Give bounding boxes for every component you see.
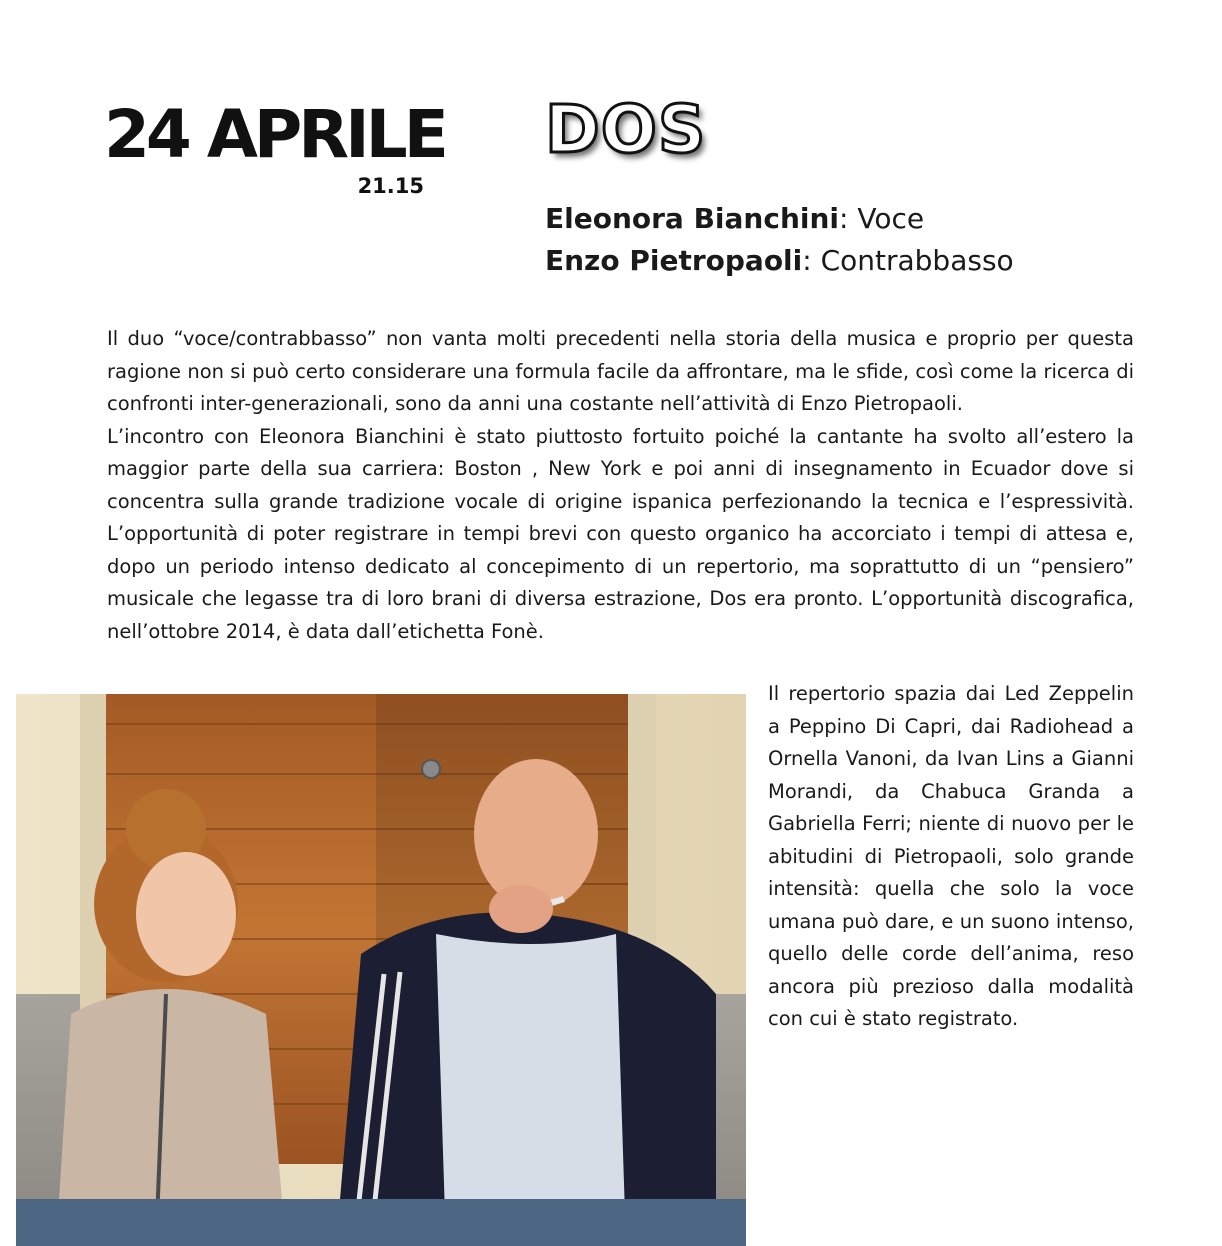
credit-role: : Contrabbasso bbox=[802, 244, 1014, 277]
paragraph: L’incontro con Eleonora Bianchini è stato piuttosto fortuito poiché la cantante ha svolto all’estero la maggior parte della sua carriera: Boston , New York e poi anni di insegnamento in Ecuador dove si concentra sulla grande tradizione vocale di origine ispanica perfezionando la tecnica e l’espressività. L’opportunità di poter registrare in tempi brevi con questo organico ha accorciato i tempi di attesa e, dopo un periodo intenso dedicato al concepimento di un repertorio, ma soprattutto di un “pensiero” musicale che legasse tra di loro brani di diversa estrazione, Dos era pronto. L’opportunità discografica, nell’ottobre 2014, è data dall’etichetta Fonè. bbox=[107, 424, 1134, 643]
event-title: DOS bbox=[545, 91, 707, 168]
duo-photo bbox=[16, 694, 746, 1246]
credit-name: Enzo Pietropaoli bbox=[545, 244, 803, 277]
side-paragraph: Il repertorio spazia dai Led Zeppelin a Peppino Di Capri, dai Radiohead a Ornella Vanoni, da Ivan Lins a Gianni Morandi, da Chabuca Granda a Gabriella Ferri; niente di nuovo per le abitudini di Pietropaoli, solo grande intensità: quella che solo la voce umana può dare, e un suono intenso, quello delle corde dell’anima, reso ancora più prezioso dalla modalità con cui è stato registrato. bbox=[768, 682, 1134, 1030]
credit-name: Eleonora Bianchini bbox=[545, 202, 839, 235]
event-date: 24 APRILE bbox=[104, 96, 445, 173]
credit-line bbox=[545, 240, 1014, 282]
credit-line bbox=[545, 198, 1014, 240]
event-time: 21.15 bbox=[357, 174, 424, 198]
body-text bbox=[107, 323, 1134, 648]
credits-list bbox=[545, 198, 1014, 282]
credit-role: : Voce bbox=[839, 202, 925, 235]
paragraph: Il duo “voce/contrabbasso” non vanta molti precedenti nella storia della musica e proprio per questa ragione non si può certo considerare una formula facile da affrontare, ma le sfide, così come la ricerca di confronti inter-generazionali, sono da anni una costante nell’attività di Enzo Pietropaoli. bbox=[107, 327, 1134, 415]
